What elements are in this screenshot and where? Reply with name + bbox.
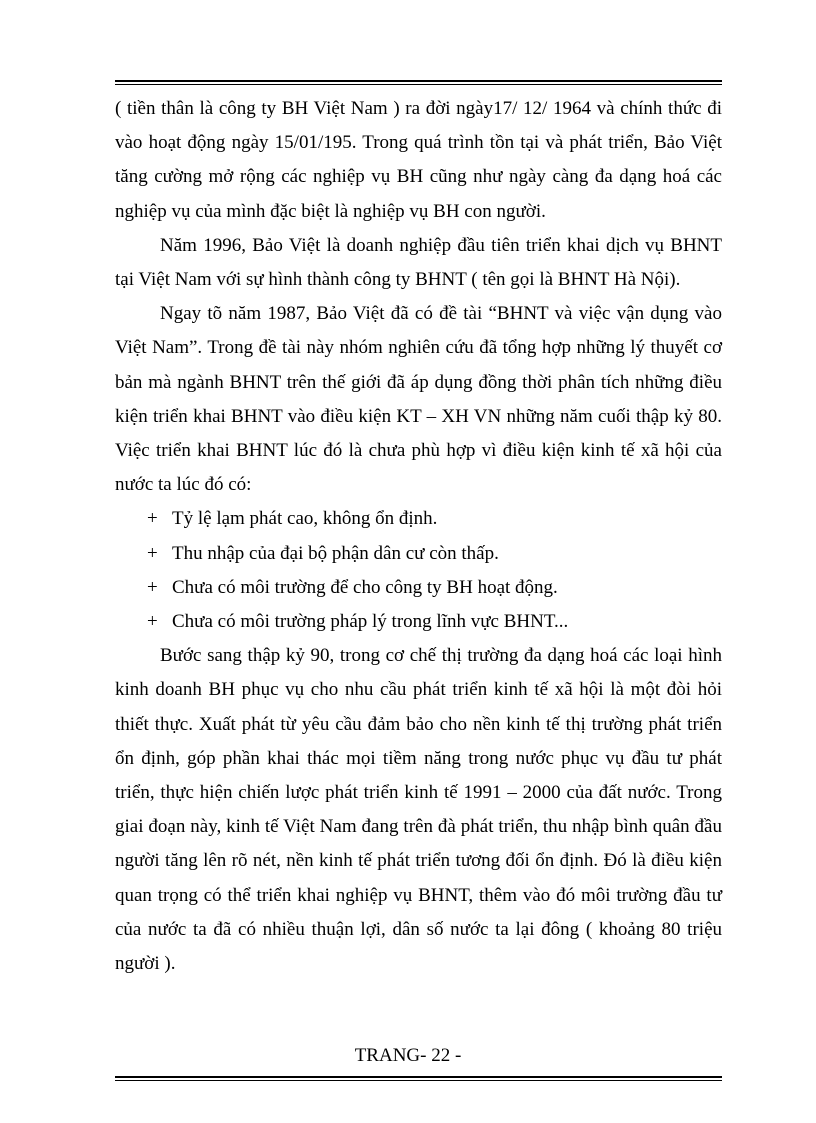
list-item-text: Chưa có môi trường pháp lý trong lĩnh vực BHNT... <box>172 611 569 633</box>
bullet-marker: + <box>147 542 158 564</box>
list-item <box>115 537 722 571</box>
bullet-marker: + <box>147 508 158 530</box>
paragraph-1990s: Bước sang thập kỷ 90, trong cơ chế thị trường đa dạng hoá các loại hình kinh doanh BH phục vụ cho nhu cầu phát triển kinh tế xã hội là một đòi hỏi thiết thực. Xuất phát từ yêu cầu đảm bảo cho nền kinh tế thị trường phát triển ổn định, góp phần khai thác mọi tiềm năng trong nước phục vụ đầu tư phát triển, thực hiện chiến lược phát triển kinh tế 1991 – 2000 của đất nước. Trong giai đoạn này, kinh tế Việt Nam đang trên đà phát triển, thu nhập bình quân đầu người tăng lên rõ nét, nền kinh tế phát triển tương đối ổn định. Đó là điều kiện quan trọng có thể triển khai nghiệp vụ BHNT, thêm vào đó môi trường đầu tư của nước ta đã có nhiều thuận lợi, dân số nước ta lại đông ( khoảng 80 triệu người ). <box>115 645 722 975</box>
paragraph-intro: ( tiền thân là công ty BH Việt Nam ) ra đời ngày17/ 12/ 1964 và chính thức đi vào hoạt động ngày 15/01/195. Trong quá trình tồn tại và phát triển, Bảo Việt tăng cường mở rộng các nghiệp vụ BH cũng như ngày càng đa dạng hoá các nghiệp vụ của mình đặc biệt là nghiệp vụ BH con người. <box>115 98 722 222</box>
bullet-marker: + <box>147 611 158 633</box>
page-number: TRANG- 22 - <box>354 1045 462 1066</box>
list-item <box>115 605 722 639</box>
list-item-text: Thu nhập của đại bộ phận dân cư còn thấp. <box>172 542 499 564</box>
list-item <box>115 502 722 536</box>
footer-rule <box>115 1076 722 1081</box>
bullet-marker: + <box>147 576 158 598</box>
header-rule <box>115 80 722 85</box>
list-item-text: Tỷ lệ lạm phát cao, không ổn định. <box>172 508 438 530</box>
list-item <box>115 571 722 605</box>
paragraph-1996: Năm 1996, Bảo Việt là doanh nghiệp đầu tiên triển khai dịch vụ BHNT tại Việt Nam với sự hình thành công ty BHNT ( tên gọi là BHNT Hà Nội). <box>115 234 722 291</box>
conditions-list <box>115 502 722 639</box>
list-item-text: Chưa có môi trường để cho công ty BH hoạt động. <box>172 576 558 598</box>
paragraph-1987: Ngay tõ năm 1987, Bảo Việt đã có đề tài “BHNT và việc vận dụng vào Việt Nam”. Trong đề tài này nhóm nghiên cứu đã tổng hợp những lý thuyết cơ bản mà ngành BHNT trên thế giới đã áp dụng đồng thời phân tích những điều kiện triển khai BHNT vào điều kiện KT – XH VN những năm cuối thập kỷ 80. Việc triển khai BHNT lúc đó là chưa phù hợp vì điều kiện kinh tế xã hội của nước ta lúc đó có: <box>115 303 722 496</box>
document-body <box>115 92 722 981</box>
